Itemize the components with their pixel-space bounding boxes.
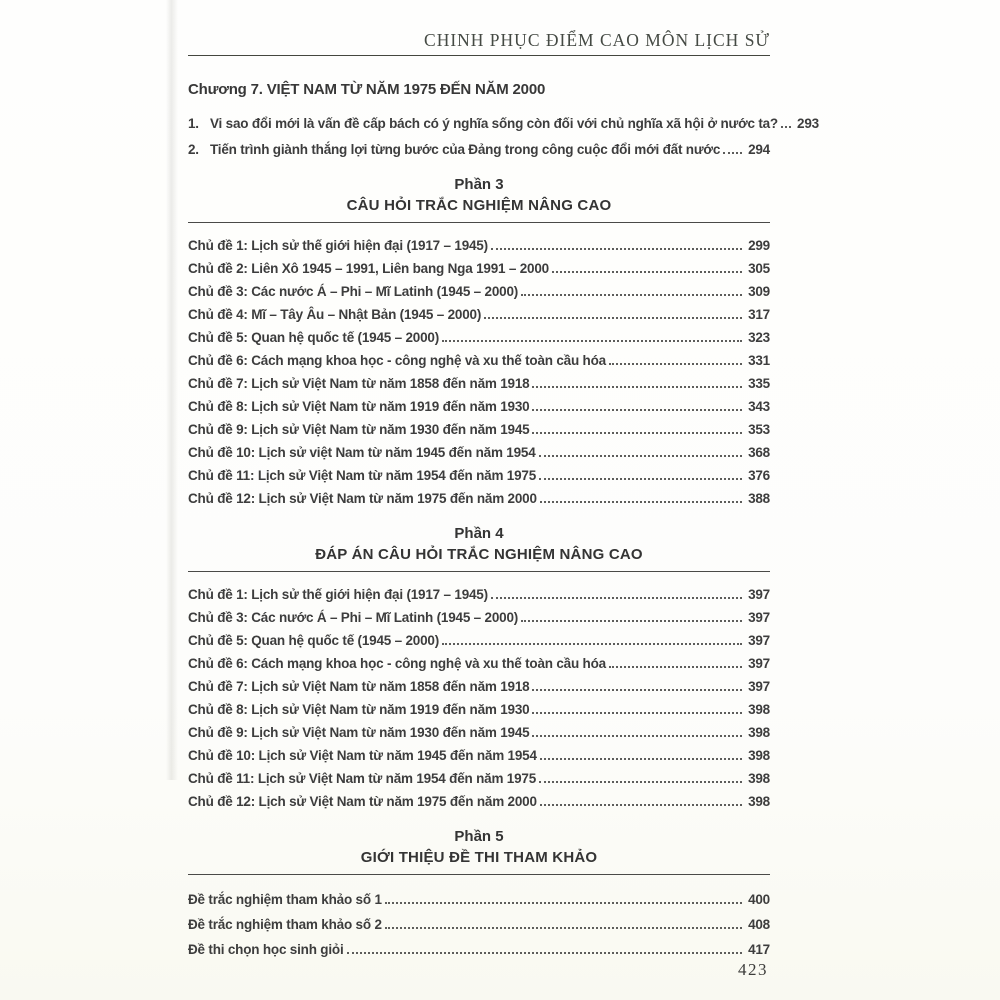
toc-row [188,391,770,414]
section-part-label: Phần 5 [454,828,504,845]
toc-item-page: 368 [748,445,770,460]
toc-item-page: 397 [748,587,770,602]
dot-leader [532,386,742,388]
toc-row [188,671,770,694]
section-part-label: Phần 3 [454,176,504,193]
toc-row [188,322,770,345]
dot-leader [539,455,742,457]
dot-leader [552,271,742,273]
toc-row [188,932,770,957]
toc-row [188,131,770,157]
toc-item-label: Chủ đề 6: Cách mạng khoa học - công nghệ và xu thế toàn cầu hóa [188,353,606,368]
toc-item-label: Chủ đề 12: Lịch sử Việt Nam từ năm 1975 đến năm 2000 [188,794,537,809]
dot-leader [532,432,742,434]
toc-row [188,882,770,907]
toc-item-page: 317 [748,307,770,322]
toc-item-page: 376 [748,468,770,483]
toc-row [188,579,770,602]
toc-item-page: 305 [748,261,770,276]
toc-row [188,717,770,740]
toc-row [188,253,770,276]
section-part-label: Phần 4 [454,525,504,542]
toc-content [188,0,819,957]
toc-row [188,907,770,932]
section-title: GIỚI THIỆU ĐỀ THI THAM KHẢO [360,849,598,866]
dot-leader [521,294,742,296]
toc-item-page: 294 [748,142,770,157]
toc-row [188,230,770,253]
dot-leader [723,152,742,154]
toc-item-label: Chủ đề 10: Lịch sử việt Nam từ năm 1945 đến năm 1954 [188,445,536,460]
toc-item-page: 400 [748,892,770,907]
toc-item-page: 343 [748,399,770,414]
toc-item-page: 331 [748,353,770,368]
section-item-list [188,579,770,809]
toc-item-label: Chủ đề 3: Các nước Á – Phi – Mĩ Latinh (1945 – 2000) [188,284,519,299]
toc-row [188,763,770,786]
chapter-title: Chương 7. VIỆT NAM TỪ NĂM 1975 ĐẾN NĂM 2000 [188,81,546,98]
toc-row [188,299,770,322]
dot-leader [540,804,742,806]
dot-leader [484,317,742,319]
toc-item-page: 397 [748,656,770,671]
toc-item-label: Chủ đề 11: Lịch sử Việt Nam từ năm 1954 đến năm 1975 [188,771,537,786]
section-part-5 [188,828,770,957]
section-part-4 [188,525,770,809]
running-header-title: CHINH PHỤC ĐIỂM CAO MÔN LỊCH SỬ [424,30,770,50]
toc-item-label: Chủ đề 8: Lịch sử Việt Nam từ năm 1919 đến năm 1930 [188,702,530,717]
toc-item-label: Chủ đề 1: Lịch sử thế giới hiện đại (1917 – 1945) [188,587,488,602]
toc-item-page: 397 [748,633,770,648]
toc-row [188,368,770,391]
toc-item-page: 397 [748,679,770,694]
section-divider [188,222,770,223]
toc-item-page: 398 [748,794,770,809]
chapter-block [188,81,819,157]
running-header [188,30,770,56]
toc-item-label: Chủ đề 12: Lịch sử Việt Nam từ năm 1975 đến năm 2000 [188,491,537,506]
toc-row [188,740,770,763]
section-item-list [188,230,770,506]
toc-row [188,345,770,368]
toc-item-label: Chủ đề 1: Lịch sử thế giới hiện đại (1917 – 1945) [188,238,488,253]
toc-item-page: 323 [748,330,770,345]
toc-row [188,414,770,437]
section-part-3 [188,176,770,506]
dot-leader [442,340,742,342]
toc-row [188,602,770,625]
section-title: ĐÁP ÁN CÂU HỎI TRẮC NGHIỆM NÂNG CAO [315,546,643,563]
toc-item-label: Đề trắc nghiệm tham khảo số 1 [188,892,382,907]
dot-leader [540,501,742,503]
dot-leader [442,643,742,645]
dot-leader [347,952,743,954]
toc-item-page: 398 [748,702,770,717]
toc-item-label: Tiến trình giành thắng lợi từng bước của Đảng trong công cuộc đổi mới đất nước [210,142,721,157]
toc-row [188,483,770,506]
toc-item-label: Chủ đề 2: Liên Xô 1945 – 1991, Liên bang Nga 1991 – 2000 [188,261,549,276]
toc-item-page: 335 [748,376,770,391]
toc-item-label: Chủ đề 5: Quan hệ quốc tế (1945 – 2000) [188,633,440,648]
toc-item-label: Chủ đề 9: Lịch sử Việt Nam từ năm 1930 đến năm 1945 [188,422,530,437]
toc-item-label: Đề thi chọn học sinh giỏi [188,942,344,957]
toc-item-label: Chủ đề 11: Lịch sử Việt Nam từ năm 1954 đến năm 1975 [188,468,537,483]
toc-item-label: Chủ đề 10: Lịch sử Việt Nam từ năm 1945 đến năm 1954 [188,748,537,763]
toc-item-label: Vi sao đổi mới là vấn đề cấp bách có ý nghĩa sống còn đối với chủ nghĩa xã hội ở nước ta? [210,116,778,131]
toc-item-label: Chủ đề 8: Lịch sử Việt Nam từ năm 1919 đến năm 1930 [188,399,530,414]
toc-row [188,694,770,717]
dot-leader [609,363,742,365]
toc-row [188,460,770,483]
dot-leader [491,597,742,599]
dot-leader [539,478,742,480]
dot-leader [540,758,742,760]
toc-item-label: Chủ đề 5: Quan hệ quốc tế (1945 – 2000) [188,330,440,345]
dot-leader [539,781,742,783]
toc-item-label: Chủ đề 3: Các nước Á – Phi – Mĩ Latinh (1945 – 2000) [188,610,519,625]
toc-item-page: 417 [748,942,770,957]
dot-leader [385,902,742,904]
toc-item-page: 299 [748,238,770,253]
toc-item-label: Chủ đề 7: Lịch sử Việt Nam từ năm 1858 đến năm 1918 [188,679,530,694]
toc-row [188,648,770,671]
toc-item-label: Đề trắc nghiệm tham khảo số 2 [188,917,382,932]
toc-item-page: 397 [748,610,770,625]
toc-item-page: 293 [797,116,819,131]
toc-row [188,786,770,809]
toc-item-page: 388 [748,491,770,506]
dot-leader [521,620,742,622]
toc-item-label: Chủ đề 9: Lịch sử Việt Nam từ năm 1930 đến năm 1945 [188,725,530,740]
dot-leader [532,409,742,411]
section-divider [188,874,770,875]
toc-item-number: 2. [188,142,199,157]
dot-leader [532,712,742,714]
section-divider [188,571,770,572]
toc-row [188,105,819,131]
toc-item-label: Chủ đề 4: Mĩ – Tây Âu – Nhật Bản (1945 – 2000) [188,307,482,322]
toc-row [188,625,770,648]
toc-item-page: 398 [748,725,770,740]
toc-item-page: 398 [748,748,770,763]
toc-item-page: 309 [748,284,770,299]
page-edge-shadow [166,0,178,780]
dot-leader [609,666,742,668]
toc-row [188,437,770,460]
dot-leader [532,689,742,691]
chapter-item-list [188,105,819,157]
dot-leader [491,248,742,250]
toc-item-number: 1. [188,116,199,131]
toc-item-page: 408 [748,917,770,932]
dot-leader [532,735,742,737]
toc-item-page: 398 [748,771,770,786]
dot-leader [781,126,791,128]
toc-row [188,276,770,299]
toc-item-label: Chủ đề 7: Lịch sử Việt Nam từ năm 1858 đến năm 1918 [188,376,530,391]
section-title: CÂU HỎI TRẮC NGHIỆM NÂNG CAO [346,197,612,214]
section-item-list [188,882,770,957]
toc-item-label: Chủ đề 6: Cách mạng khoa học - công nghệ và xu thế toàn cầu hóa [188,656,606,671]
page-number: 423 [738,960,768,979]
toc-item-page: 353 [748,422,770,437]
dot-leader [385,927,742,929]
